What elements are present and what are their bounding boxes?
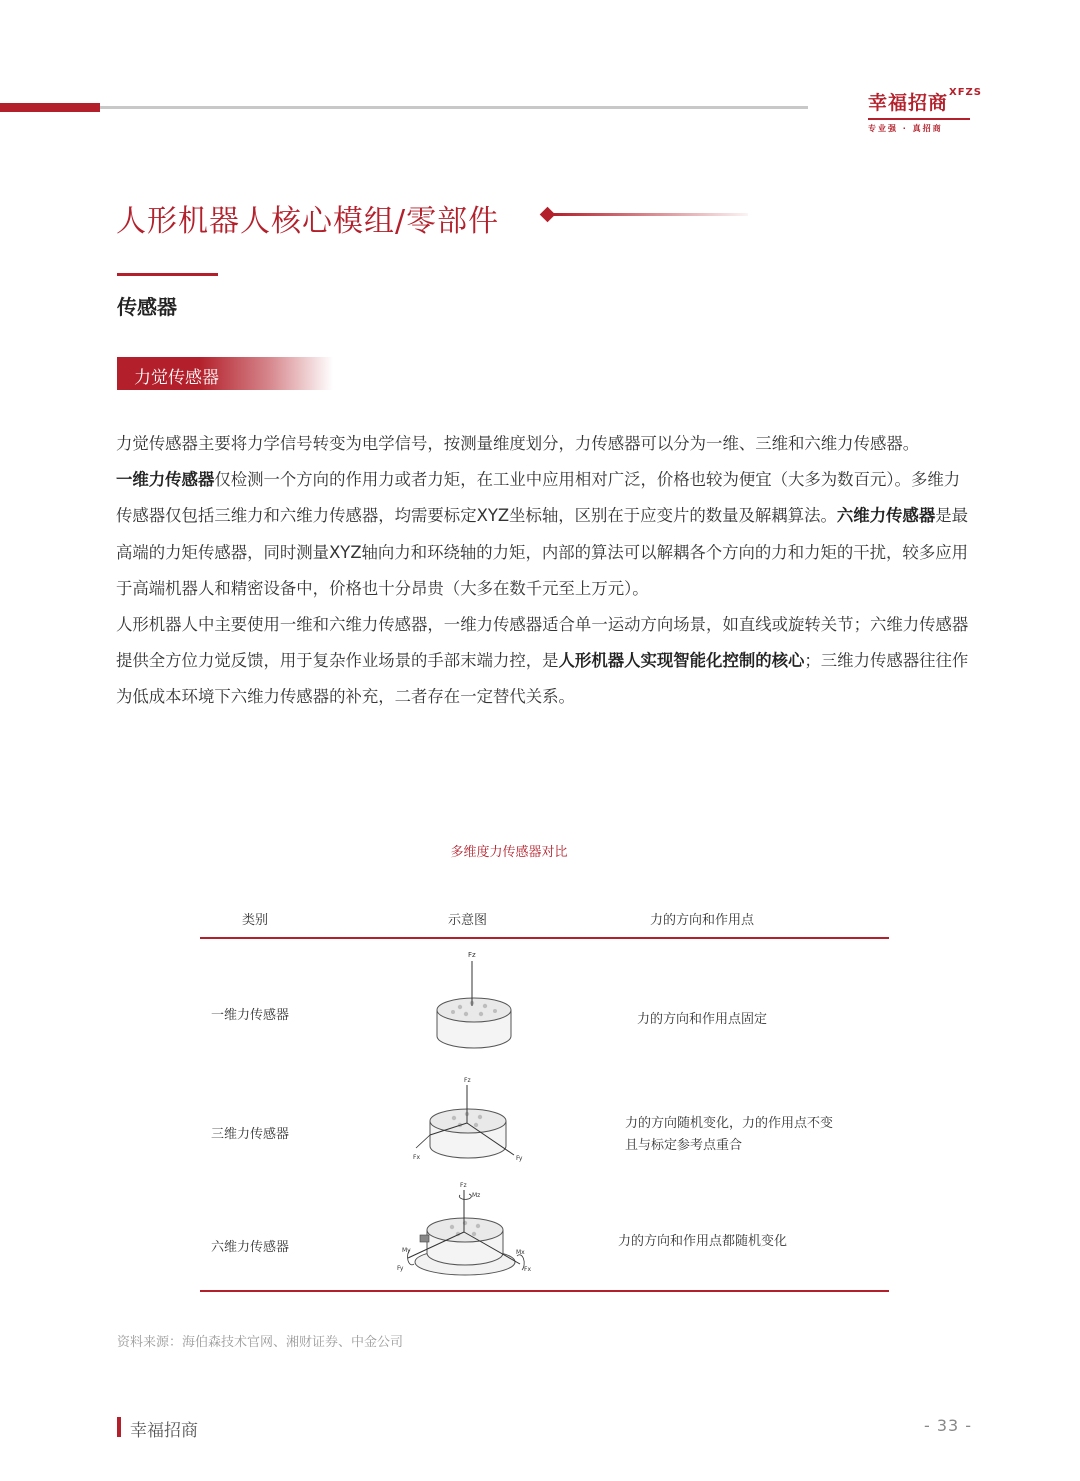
row-desc-1d: 力的方向和作用点固定 bbox=[637, 1012, 768, 1027]
axis-label-fz: Fz bbox=[464, 1077, 471, 1084]
source-note: 资料来源：海伯森技术官网、湘财证券、中金公司 bbox=[117, 1335, 404, 1350]
paragraph-2: 一维力传感器仅检测一个方向的作用力或者力矩，在工业中应用相对广泛，价格也较为便宜（大多为数百元）。多维力传感器仅包括三维力和六维力传感器，均需要标定XYZ坐标轴，区别在于应变片的数量及解耦算法。六维力传感器是最高端的力矩传感器，同时测量XYZ轴向力和环绕轴的力矩，内部的算法可以解耦各个方向的力和力矩的干扰，较多应用于高端机器人和精密设备中，价格也十分昂贵（大多在数千元至上万元）。 bbox=[116, 470, 968, 598]
title-decor-line bbox=[553, 213, 748, 216]
axis-label-fz: Fz bbox=[460, 1182, 467, 1189]
bold-term: 一维力传感器 bbox=[116, 470, 215, 490]
body-text bbox=[116, 426, 976, 716]
brand-slogan: 专业强 · 真招商 bbox=[868, 124, 943, 133]
paragraph-3: 人形机器人中主要使用一维和六维力传感器，一维力传感器适合单一运动方向场景，如直线或旋转关节；六维力传感器提供全方位力觉反馈，用于复杂作业场景的手部末端力控，是人形机器人实现智能化控制的核心；三维力传感器往往作为低成本环境下六维力传感器的补充，二者存在一定替代关系。 bbox=[116, 615, 969, 707]
paragraph-1: 力觉传感器主要将力学信号转变为电学信号，按测量维度划分，力传感器可以分为一维、三维和六维力传感器。 bbox=[116, 434, 920, 453]
subsection-tag-label: 力觉传感器 bbox=[134, 368, 219, 388]
header-divider bbox=[100, 106, 808, 109]
three-axis-sensor-diagram bbox=[410, 1073, 530, 1168]
section-rule bbox=[117, 273, 218, 276]
row-label-3d: 三维力传感器 bbox=[211, 1127, 290, 1142]
page-number: - 33 - bbox=[924, 1416, 973, 1435]
axis-label-mx: Mx bbox=[516, 1249, 525, 1256]
one-axis-sensor-diagram bbox=[425, 948, 525, 1053]
bold-term: 六维力传感器 bbox=[836, 506, 936, 526]
axis-label-fx: Fx bbox=[524, 1266, 532, 1273]
subsection-tag bbox=[117, 357, 333, 390]
axis-label-fx: Fx bbox=[413, 1154, 421, 1161]
table-header-direction: 力的方向和作用点 bbox=[650, 913, 755, 928]
row-desc-3d: 力的方向随机变化，力的作用点不变 且与标定参考点重合 bbox=[625, 1116, 834, 1153]
table-bottom-rule bbox=[200, 1290, 889, 1292]
row-desc-6d: 力的方向和作用点都随机变化 bbox=[618, 1234, 788, 1249]
axis-label-fy: Fy bbox=[397, 1265, 404, 1272]
brand-logo bbox=[868, 87, 983, 134]
bold-phrase: 人形机器人实现智能化控制的核心 bbox=[558, 651, 805, 671]
header-accent-bar bbox=[0, 103, 100, 112]
section-title: 传感器 bbox=[117, 295, 177, 319]
axis-label-fy: Fy bbox=[516, 1155, 523, 1162]
table-caption: 多维度力传感器对比 bbox=[450, 845, 568, 860]
row-label-6d: 六维力传感器 bbox=[211, 1240, 290, 1255]
footer-brand: 幸福招商 bbox=[130, 1421, 198, 1441]
footer-accent-bar bbox=[117, 1417, 121, 1437]
row-label-1d: 一维力传感器 bbox=[211, 1008, 290, 1023]
axis-label-mz: Mz bbox=[472, 1192, 481, 1199]
table-header-diagram: 示意图 bbox=[448, 913, 488, 928]
page-title: 人形机器人核心模组/零部件 bbox=[116, 204, 500, 239]
six-axis-sensor-diagram bbox=[390, 1180, 540, 1285]
brand-mark: XFZS bbox=[949, 87, 983, 98]
brand-name: 幸福招商XFZS bbox=[868, 87, 983, 114]
axis-label-my: My bbox=[402, 1247, 411, 1254]
table-header-rule bbox=[200, 937, 889, 939]
axis-label-fz: Fz bbox=[468, 951, 476, 959]
brand-underline bbox=[868, 118, 970, 120]
table-header-category: 类别 bbox=[242, 913, 269, 928]
